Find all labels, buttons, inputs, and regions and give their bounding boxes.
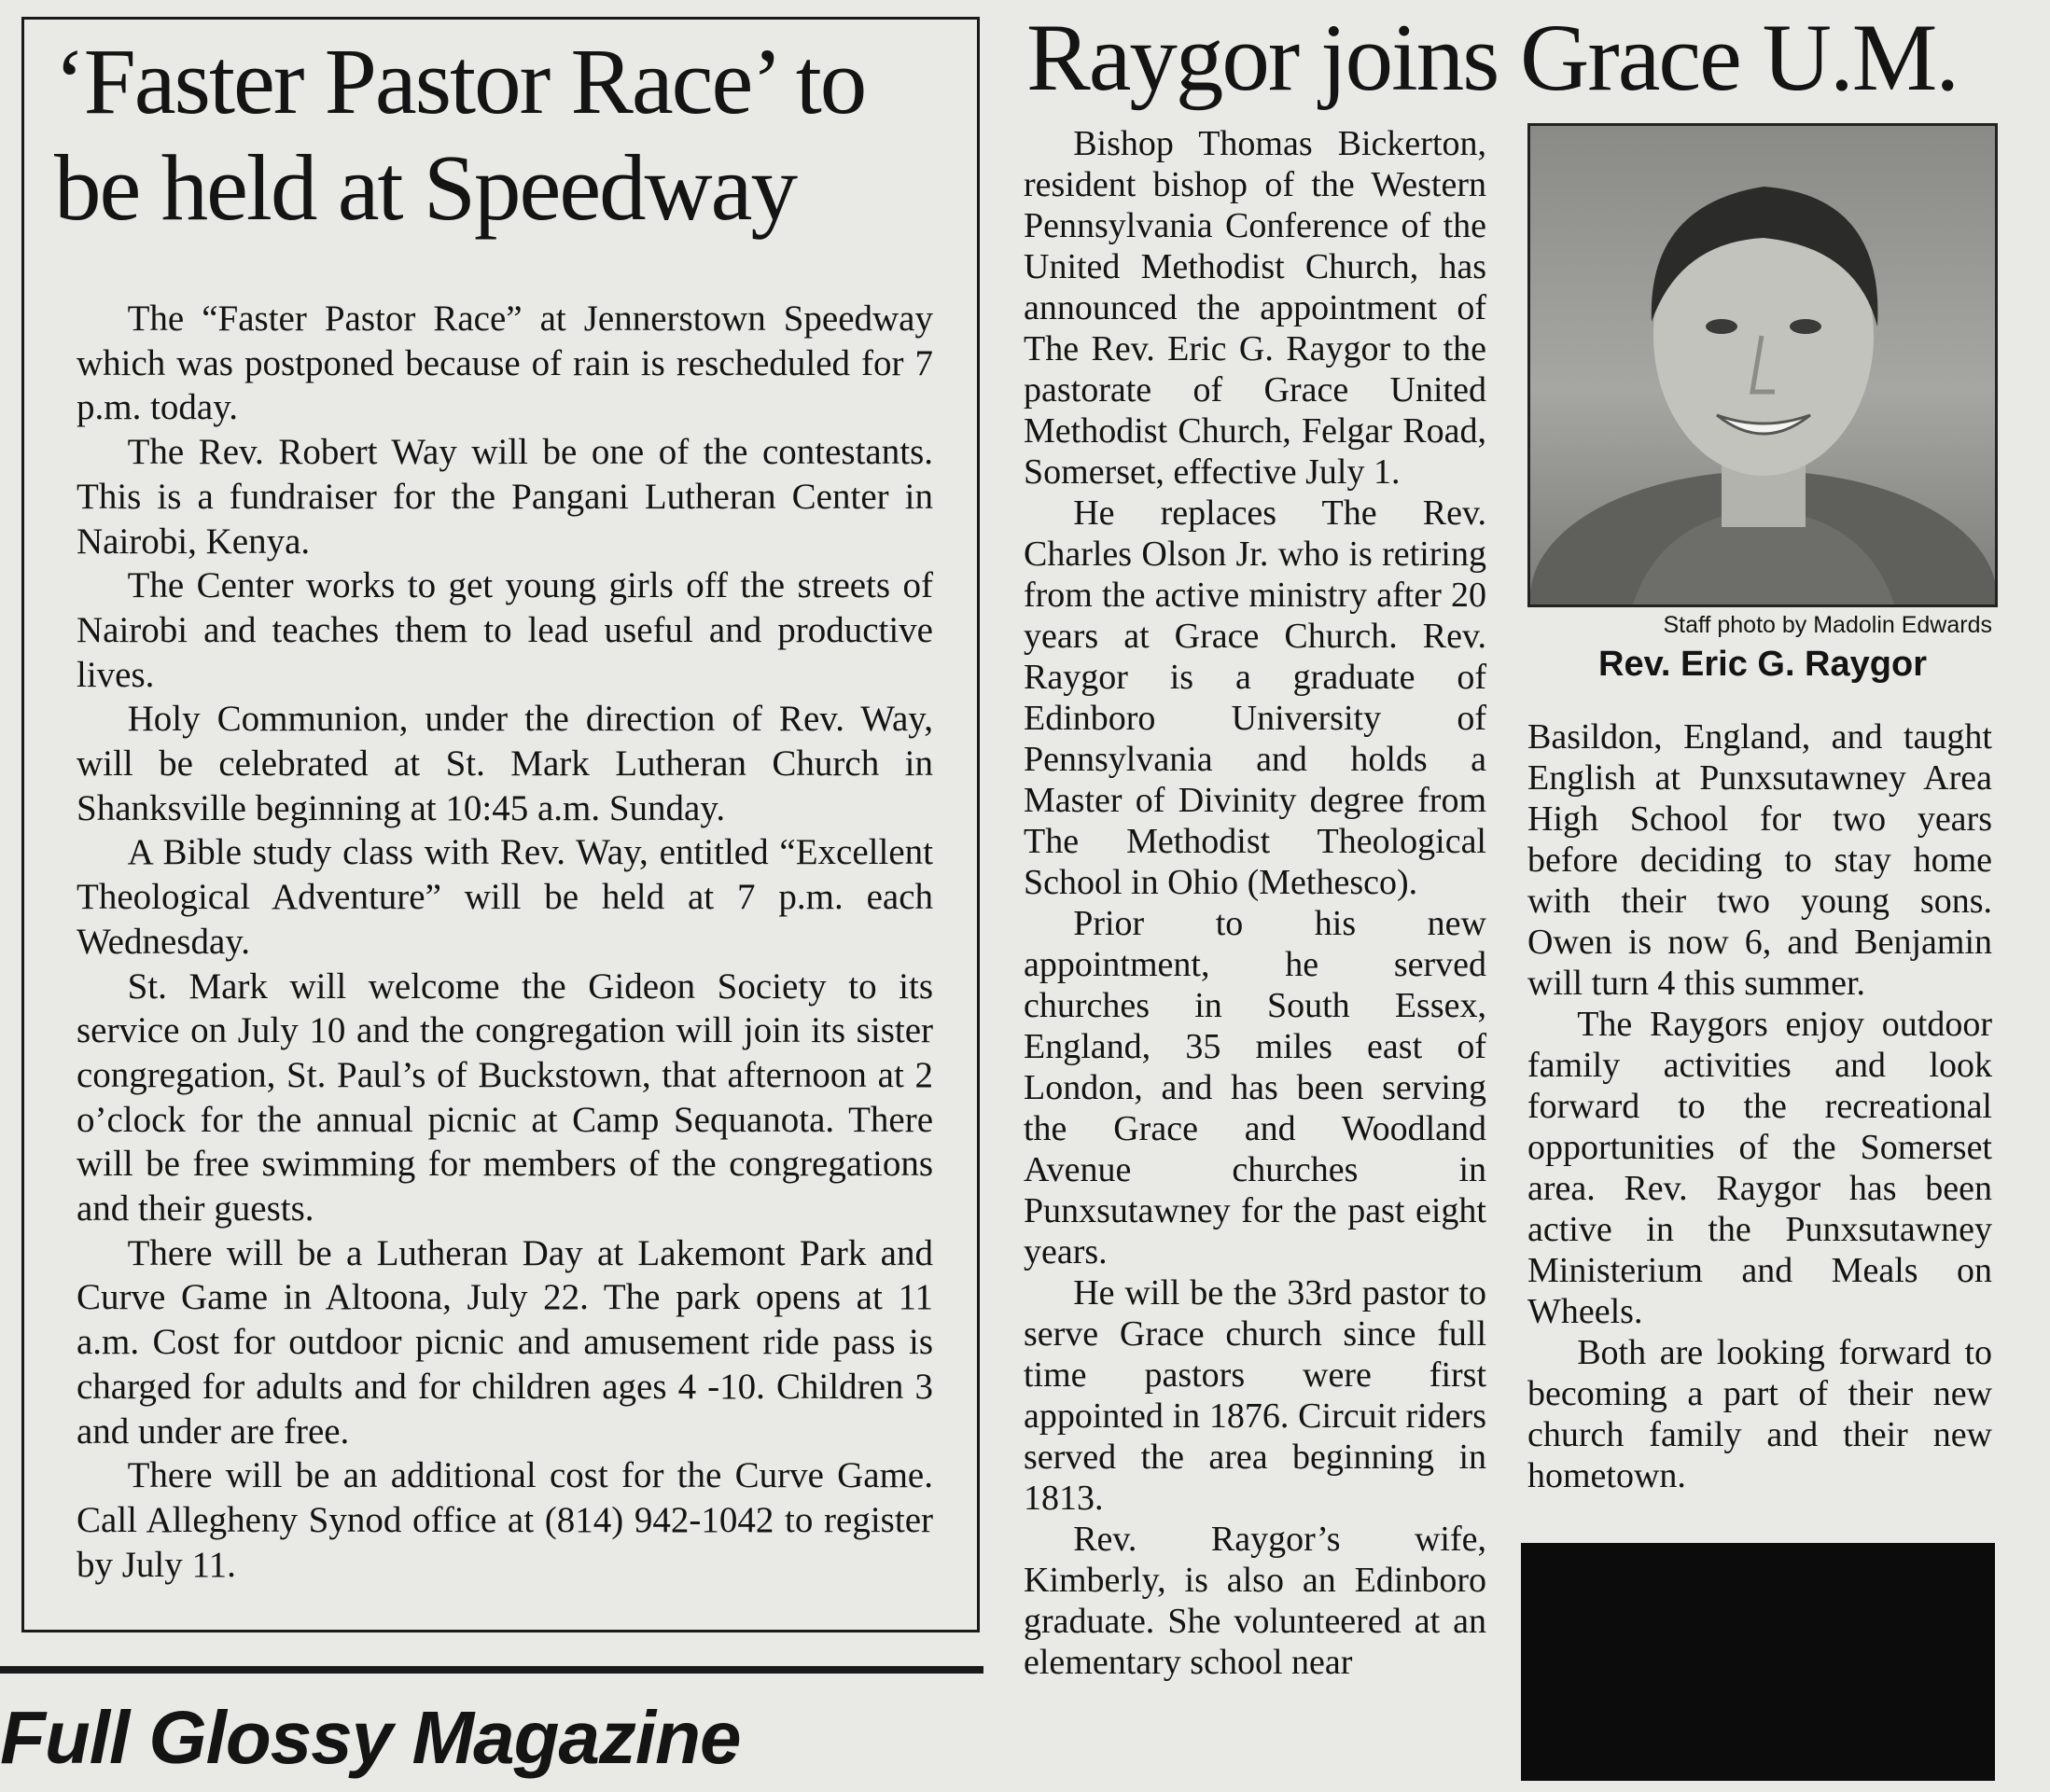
right-paragraph: The Raygors enjoy outdoor family activities and look forward to the recreational opportunities of the Somerset area. Rev. Raygor has been active in the Punxsutawney Ministerium and Meals on Wheels. — [1527, 1005, 1992, 1331]
left-paragraph: The Rev. Robert Way will be one of the contestants. This is a fundraiser for the Pangani Lutheran Center in Nairobi, Kenya. — [77, 432, 933, 562]
left-paragraph: The “Faster Pastor Race” at Jennerstown Speedway which was postponed because of rain is rescheduled for 7 p.m. today. — [77, 299, 933, 428]
portrait-photo — [1527, 123, 1998, 607]
left-headline-line1: ‘Faster Pastor Race’ to — [54, 29, 866, 133]
middle-paragraph: Prior to his new appointment, he served churches in South Essex, England, 35 miles east of London, and has been serving the Grace and Woodland Avenue churches in Punxsutawney for the past eight years. — [1024, 904, 1486, 1271]
photo-credit: Staff photo by Madolin Edwards — [1663, 612, 1992, 638]
left-paragraph: There will be an additional cost for the Curve Game. Call Allegheny Synod office at (814) 942-1042 to register by July 11. — [77, 1455, 933, 1585]
section-divider-rule — [0, 1666, 983, 1674]
right-paragraph: Basildon, England, and taught English at Punxsutawney Area High School for two years before deciding to stay home with their two young sons. Owen is now 6, and Benjamin will turn 4 this summer. — [1527, 717, 1992, 1003]
dark-ad-block — [1521, 1543, 1995, 1781]
left-paragraph: A Bible study class with Rev. Way, entitled “Excellent Theological Adventure” will be held at 7 p.m. each Wednesday. — [77, 832, 933, 962]
middle-paragraph: He will be the 33rd pastor to serve Grace church since full time pastors were first appointed in 1876. Circuit riders served the area beginning in 1813. — [1024, 1273, 1486, 1518]
left-article-headline — [54, 28, 950, 241]
photo-caption: Rev. Eric G. Raygor — [1598, 645, 1927, 684]
middle-paragraph: Bishop Thomas Bickerton, resident bishop of the Western Pennsylvania Conference of the United Methodist Church, has announced the appointment of The Rev. Eric G. Raygor to the pastorate of Grace United Methodist Church, Felgar Road, Somerset, effective July 1. — [1024, 124, 1486, 492]
footer-banner: Full Glossy Magazine — [0, 1696, 741, 1779]
right-article-headline: Raygor joins Grace U.M. — [1026, 5, 1959, 111]
left-paragraph: There will be a Lutheran Day at Lakemont Park and Curve Game in Altoona, July 22. The park opens at 11 a.m. Cost for outdoor picnic and amusement ride pass is charged for adults and for children ages 4 -10. Children 3 and under are free. — [77, 1232, 933, 1452]
middle-paragraph: Rev. Raygor’s wife, Kimberly, is also an Edinboro graduate. She volunteered at an elementary school near — [1024, 1520, 1486, 1682]
right-article-middle-column — [1024, 123, 1486, 1683]
left-paragraph: St. Mark will welcome the Gideon Society to its service on July 10 and the congregation will join its sister congregation, St. Paul’s of Buckstown, that afternoon at 2 o’clock for the annual picnic at Camp Sequanota. There will be free swimming for members of the congregations and their guests. — [77, 965, 933, 1229]
left-headline-line2: be held at Speedway — [54, 135, 796, 240]
left-article-body — [77, 297, 933, 1587]
portrait-illustration — [1530, 126, 1995, 604]
left-paragraph: The Center works to get young girls off the streets of Nairobi and teaches them to lead useful and productive lives. — [77, 565, 933, 695]
left-paragraph: Holy Communion, under the direction of Rev. Way, will be celebrated at St. Mark Lutheran Church in Shanksville beginning at 10:45 a.m. Sunday. — [77, 699, 933, 828]
middle-paragraph: He replaces The Rev. Charles Olson Jr. who is retiring from the active ministry after 20 years at Grace Church. Rev. Raygor is a graduate of Edinboro University of Pennsylvania and holds a Master of Divinity degree from The Methodist Theological School in Ohio (Methesco). — [1024, 493, 1486, 902]
right-paragraph: Both are looking forward to becoming a part of their new church family and their new hometown. — [1527, 1333, 1992, 1495]
right-article-right-column — [1527, 716, 1992, 1496]
